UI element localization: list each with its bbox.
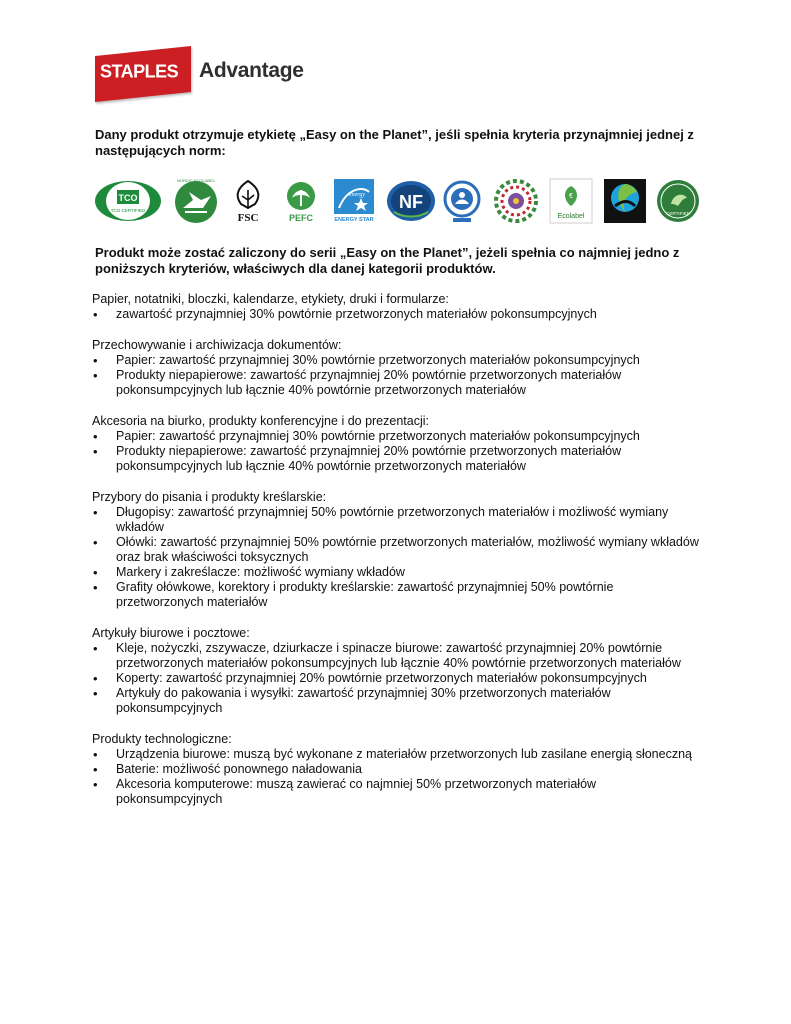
fairtrade-logo [603, 178, 647, 224]
criteria-item: • Kleje, nożyczki, zszywacze, dziurkacze i spinacze biurowe: zawartość przynajmniej 20% powtórnie przetworzonych materiałów pokonsumpcyjnych lub łącznie 40% powtórnie przetworzonych materiałów [92, 641, 702, 671]
certification-logos [93, 178, 703, 228]
criteria-section [92, 490, 702, 610]
criteria-item: • zawartość przynajmniej 30% powtórnie przetworzonych materiałów pokonsumpcyjnych [92, 307, 702, 322]
nordic-label: NORDIC ECOLABEL [176, 178, 216, 183]
staples-logo-badge [95, 46, 191, 102]
criteria-item: • Papier: zawartość przynajmniej 30% powtórnie przetworzonych materiałów pokonsumpcyjnych [92, 353, 702, 368]
rainforest-alliance-logo [655, 178, 701, 224]
criteria-section [92, 732, 702, 807]
criteria-item: • Urządzenia biurowe: muszą być wykonane z materiałów przetworzonych lub zasilane energią słoneczną [92, 747, 702, 762]
nf-environnement-logo [386, 178, 436, 224]
fsc-label: FSC [237, 212, 259, 224]
criteria-section [92, 626, 702, 716]
section-title: Papier, notatniki, bloczki, kalendarze, etykiety, druki i formularze: [92, 292, 449, 306]
criteria-item: • Długopisy: zawartość przynajmniej 50% powtórnie przetworzonych materiałów i możliwość wymiany wkładów [92, 505, 702, 535]
section-title: Akcesoria na biurko, produkty konferencyjne i do prezentacji: [92, 414, 429, 428]
criteria-item: • Artykuły do pakowania i wysyłki: zawartość przynajmniej 30% przetworzonych materiałów pokonsumpcyjnych [92, 686, 702, 716]
criteria-list [92, 307, 702, 322]
criteria-list [92, 429, 702, 474]
pefc-label: PEFC [288, 213, 314, 223]
section-title: Artykuły biurowe i pocztowe: [92, 626, 250, 640]
rainforest-label: CERTIFIED [666, 211, 690, 216]
tco-label: TCO CERTIFIED [110, 208, 146, 213]
energy-star-logo [333, 178, 375, 224]
eu-ecolabel-logo [549, 178, 593, 224]
section-title: Produkty technologiczne: [92, 732, 232, 746]
blue-angel-logo [443, 178, 481, 224]
criteria-list [92, 505, 702, 610]
criteria-item: • Akcesoria komputerowe: muszą zawierać co najmniej 50% przetworzonych materiałów pokonsumpcyjnych [92, 777, 702, 807]
nf-label: NF [399, 192, 423, 212]
criteria-item: • Koperty: zawartość przynajmniej 20% powtórnie przetworzonych materiałów pokonsumpcyjnych [92, 671, 702, 686]
criteria-item: • Ołówki: zawartość przynajmniej 50% powtórnie przetworzonych materiałów, możliwość wymiany wkładów oraz brak właściwości toksycznych [92, 535, 702, 565]
criteria-section [92, 338, 702, 398]
svg-text:energy: energy [348, 192, 366, 198]
criteria-section [92, 414, 702, 474]
ecolabel-label: Ecolabel [557, 213, 585, 220]
logo-brand-text: STAPLES [100, 61, 179, 82]
tco-certified-logo [93, 178, 163, 224]
section-title: Przechowywanie i archiwizacja dokumentów: [92, 338, 342, 352]
criteria-item: • Produkty niepapierowe: zawartość przynajmniej 20% powtórnie przetworzonych materiałów pokonsumpcyjnych lub łącznie 40% powtórnie przetworzonych materiałów [92, 444, 702, 474]
criteria-list [92, 353, 702, 398]
criteria-item: • Baterie: możliwość ponownego naładowania [92, 762, 702, 777]
criteria-list [92, 641, 702, 716]
section-title: Przybory do pisania i produkty kreślarskie: [92, 490, 327, 504]
criteria-item: • Produkty niepapierowe: zawartość przynajmniej 20% powtórnie przetworzonych materiałów pokonsumpcyjnych lub łącznie 40% powtórnie przetworzonych materiałów [92, 368, 702, 398]
criteria-item: • Grafity ołówkowe, korektory i produkty kreślarskie: zawartość przynajmniej 50% powtórnie przetworzonych materiałów [92, 580, 702, 610]
svg-text:TCO: TCO [118, 193, 138, 203]
logo-product-text: Advantage [199, 59, 304, 82]
criteria-item: • Papier: zawartość przynajmniej 30% powtórnie przetworzonych materiałów pokonsumpcyjnych [92, 429, 702, 444]
staples-advantage-logo [95, 47, 315, 101]
energy-star-label: ENERGY STAR [334, 217, 374, 223]
criteria-intro-paragraph: Produkt może zostać zaliczony do serii „Easy on the Planet”, jeżeli spełnia co najmniej jedno z poniższych kryteriów, właściwych dla danej kategorii produktów. [95, 245, 680, 276]
pefc-logo [278, 178, 324, 224]
green-seal-logo [493, 178, 539, 224]
svg-text:€: € [569, 193, 573, 200]
fsc-logo [227, 178, 269, 224]
criteria-item: • Markery i zakreślacze: możliwość wymiany wkładów [92, 565, 702, 580]
criteria-section [92, 292, 702, 322]
intro-paragraph: Dany produkt otrzymuje etykietę „Easy on the Planet”, jeśli spełnia kryteria przynajmniej jednej z następujących norm: [95, 127, 694, 158]
nordic-ecolabel-logo [171, 178, 221, 224]
criteria-list [92, 747, 702, 807]
criteria-sections [92, 292, 702, 823]
